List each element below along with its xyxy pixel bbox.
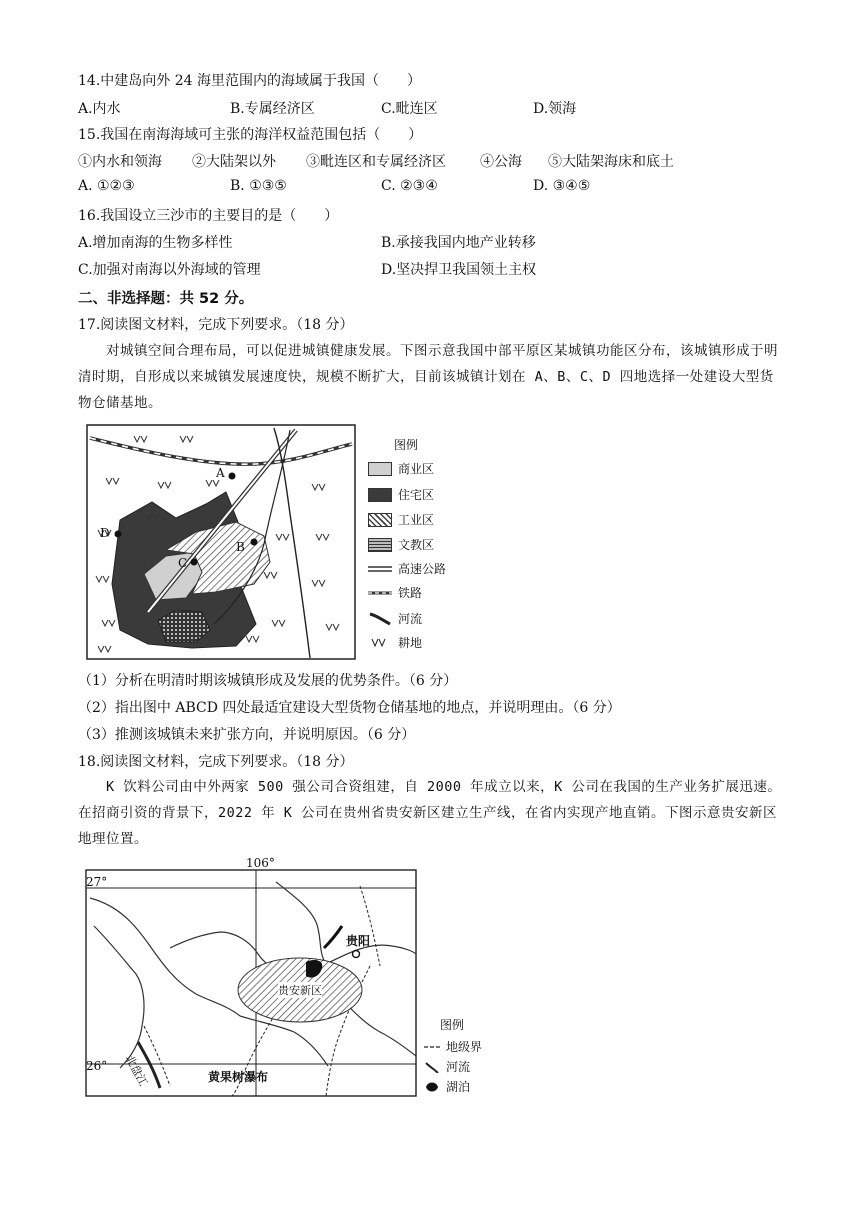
q15-option-c[interactable]: C. ②③④ bbox=[381, 178, 438, 194]
education-swatch bbox=[368, 538, 392, 552]
railway-icon bbox=[368, 587, 392, 599]
legend-highway: 高速公路 bbox=[368, 560, 446, 577]
point-b bbox=[251, 539, 258, 546]
industrial-swatch bbox=[368, 513, 392, 527]
guiyang-label: 贵阳 bbox=[346, 934, 371, 948]
waterfall-label: 黄果树瀑布 bbox=[208, 1070, 269, 1084]
q15-item-1: ①内水和领海 bbox=[78, 154, 162, 170]
legend2-title: 图例 bbox=[440, 1018, 465, 1032]
q15-option-a[interactable]: A. ①②③ bbox=[78, 178, 135, 194]
point-d bbox=[115, 531, 122, 538]
town-map-svg bbox=[86, 424, 356, 660]
q15-item-2: ②大陆架以外 bbox=[192, 154, 276, 170]
residential-swatch bbox=[368, 488, 392, 502]
river-icon bbox=[368, 612, 392, 626]
river2-icon bbox=[424, 1061, 440, 1073]
legend-railway: 铁路 bbox=[368, 584, 422, 601]
town-function-map bbox=[86, 424, 356, 660]
guian-map-legend bbox=[424, 1016, 496, 1100]
section-title: 二、非选择题：共 52 分。 bbox=[78, 291, 254, 307]
label-c: C bbox=[178, 556, 188, 570]
q16-option-a[interactable]: A.增加南海的生物多样性 bbox=[78, 235, 233, 251]
label-d: D bbox=[100, 526, 110, 540]
q14-option-b[interactable]: B.专属经济区 bbox=[230, 101, 315, 117]
legend-education: 文教区 bbox=[368, 536, 434, 553]
q17-sub-2: （2）指出图中 ABCD 四处最适宜建设大型货物仓储基地的地点，并说明理由。（6 分） bbox=[78, 700, 621, 716]
q14-option-d[interactable]: D.领海 bbox=[533, 101, 577, 117]
highway-icon bbox=[368, 563, 392, 575]
q15-stem: 15.我国在南海海域可主张的海洋权益范围包括（ ） bbox=[78, 127, 423, 143]
lon-label: 106° bbox=[246, 856, 275, 870]
guiyang-city bbox=[353, 951, 360, 958]
lat-bottom-label: 26° bbox=[86, 1059, 108, 1073]
q14-stem: 14.中建岛向外 24 海里范围内的海域属于我国（ ） bbox=[78, 73, 421, 89]
point-c bbox=[191, 559, 198, 566]
q16-option-c[interactable]: C.加强对南海以外海域的管理 bbox=[78, 262, 261, 278]
legend-river2: 河流 bbox=[424, 1058, 470, 1075]
legend-boundary: 地级界 bbox=[424, 1038, 482, 1055]
label-a: A bbox=[216, 466, 225, 480]
q18-material: K 饮料公司由中外两家 500 强公司合资组建，自 2000 年成立以来，K 公司在我国的生产业务扩展迅速。在招商引资的背景下，2022 年 K 公司在贵州省贵安新区建立生产线，在省内实现产地直销。下图示意贵安新区地理位置。 bbox=[78, 779, 782, 847]
legend-lake: 湖泊 bbox=[424, 1078, 470, 1095]
q15-item-4: ④公海 bbox=[480, 154, 522, 170]
legend-farmland: 耕地 bbox=[368, 634, 422, 651]
q17-sub-1: （1）分析在明清时期该城镇形成及发展的优势条件。（6 分） bbox=[78, 673, 458, 689]
beipan-label: 北盘江 bbox=[122, 1052, 150, 1089]
legend-river: 河流 bbox=[368, 610, 422, 627]
legend-title: 图例 bbox=[394, 438, 419, 452]
q17-stem: 17.阅读图文材料，完成下列要求。（18 分） bbox=[78, 317, 354, 333]
q16-option-b[interactable]: B.承接我国内地产业转移 bbox=[381, 235, 536, 251]
lake-icon bbox=[424, 1081, 440, 1093]
q16-stem: 16.我国设立三沙市的主要目的是（ ） bbox=[78, 208, 339, 224]
q18-stem: 18.阅读图文材料，完成下列要求。（18 分） bbox=[78, 754, 354, 770]
guian-label: 贵安新区 bbox=[278, 984, 322, 997]
lat-top-label: 27° bbox=[86, 875, 108, 889]
commercial-swatch bbox=[368, 462, 392, 476]
legend-industrial: 工业区 bbox=[368, 511, 434, 528]
q14-option-a[interactable]: A.内水 bbox=[78, 101, 121, 117]
q15-item-5: ⑤大陆架海床和底土 bbox=[548, 154, 674, 170]
label-b: B bbox=[236, 540, 245, 554]
q17-material: 对城镇空间合理布局，可以促进城镇健康发展。下图示意我国中部平原区某城镇功能区分布，该城镇形成于明清时期，自形成以来城镇发展速度快，规模不断扩大，目前该城镇计划在 A、B、C、D 四地选择一处建设大型货物仓储基地。 bbox=[78, 343, 778, 411]
legend-residential: 住宅区 bbox=[368, 486, 434, 503]
q17-sub-3: （3）推测该城镇未来扩张方向，并说明原因。（6 分） bbox=[78, 727, 416, 743]
town-map-legend bbox=[368, 436, 488, 658]
q15-option-d[interactable]: D. ③④⑤ bbox=[533, 178, 591, 194]
q14-option-c[interactable]: C.毗连区 bbox=[381, 101, 438, 117]
guian-location-map bbox=[80, 856, 500, 1102]
boundary-icon bbox=[424, 1042, 440, 1052]
legend-commercial: 商业区 bbox=[368, 460, 434, 477]
q16-option-d[interactable]: D.坚决捍卫我国领土主权 bbox=[381, 262, 537, 278]
point-a bbox=[229, 473, 236, 480]
farmland-icon bbox=[368, 637, 392, 649]
q15-item-3: ③毗连区和专属经济区 bbox=[306, 154, 446, 170]
q15-option-b[interactable]: B. ①③⑤ bbox=[230, 178, 287, 194]
